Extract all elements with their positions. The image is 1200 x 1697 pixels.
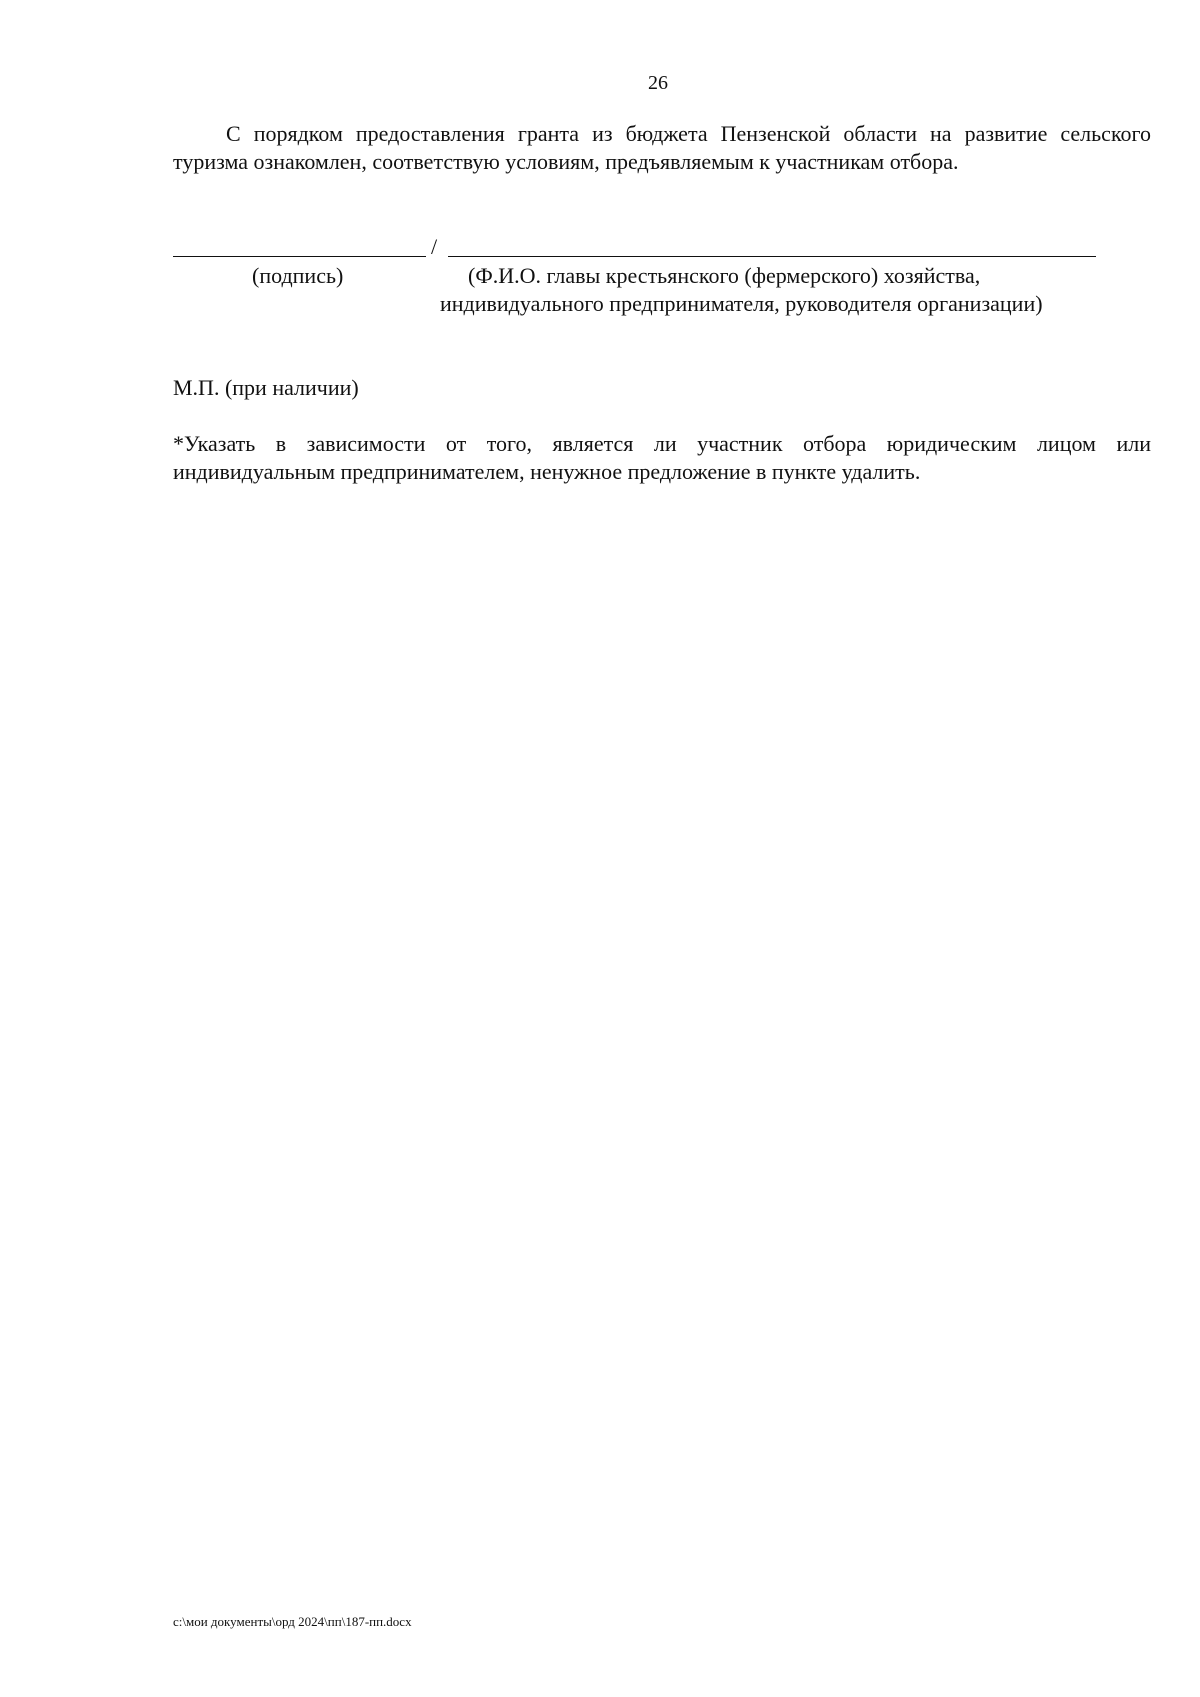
fio-blank bbox=[448, 256, 1096, 257]
page-number: 26 bbox=[648, 72, 668, 94]
footnote: *Указать в зависимости от того, является ли участник отбора юридическим лицом или индивидуальным предпринимателем, ненужное предложение в пункте удалить. bbox=[173, 431, 1151, 484]
fio-caption-line1: (Ф.И.О. главы крестьянского (фермерского) хозяйства, bbox=[468, 263, 981, 288]
fio-caption bbox=[440, 262, 1160, 318]
fio-caption-line2: индивидуального предпринимателя, руководителя организации) bbox=[440, 291, 1043, 316]
signature-separator: / bbox=[431, 234, 438, 259]
stamp-note: М.П. (при наличии) bbox=[173, 375, 359, 400]
signature-line bbox=[173, 234, 1103, 258]
footer-file-path: с:\мои документы\орд 2024\пп\187-пп.docx bbox=[173, 1614, 412, 1629]
signature-blank bbox=[173, 256, 426, 257]
signature-caption: (подпись) bbox=[252, 263, 344, 288]
intro-paragraph: С порядком предоставления гранта из бюджета Пензенской области на развитие сельского туризма ознакомлен, соответствую условиям, предъявляемым к участникам отбора. bbox=[173, 121, 1151, 174]
